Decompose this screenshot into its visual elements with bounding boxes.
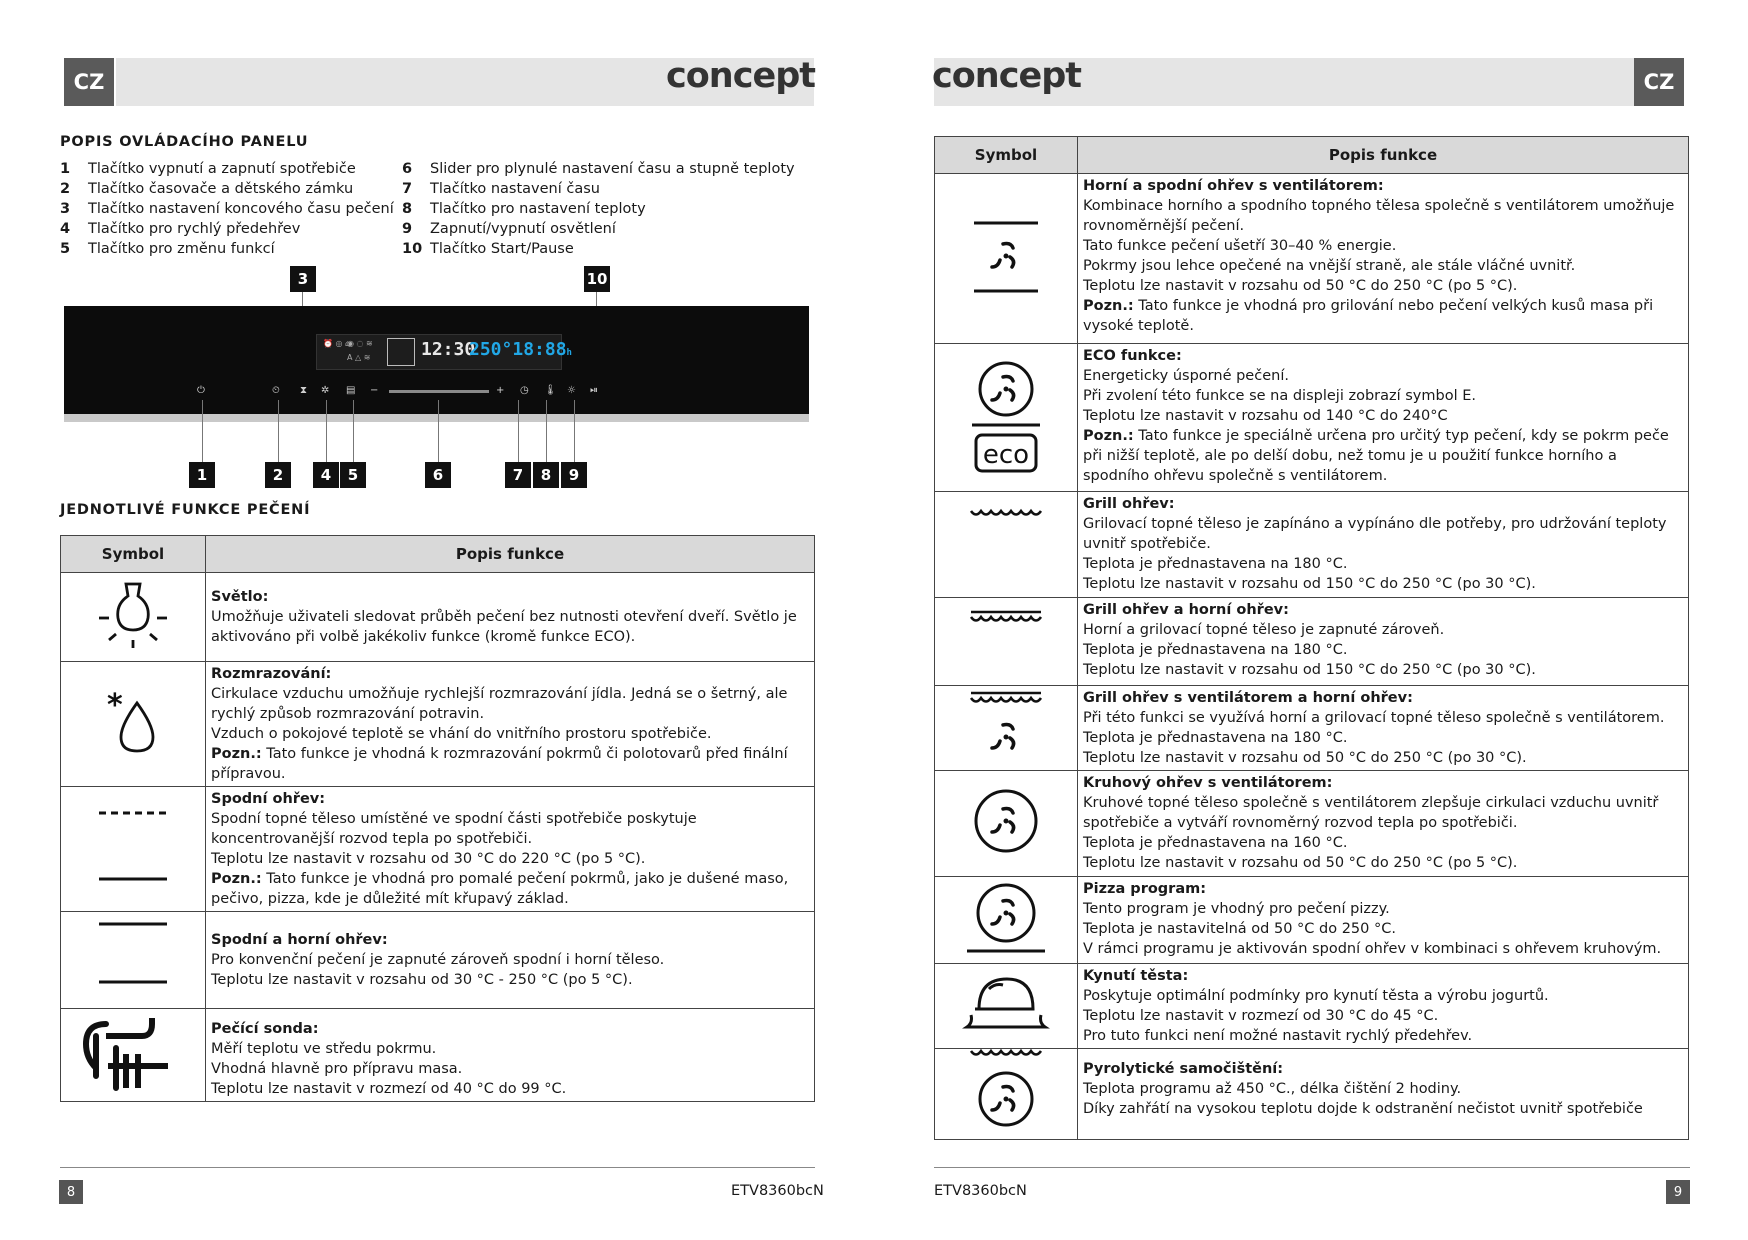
control-item: 10 Tlačítko Start/Pause xyxy=(402,241,574,257)
control-item: 8 Tlačítko pro nastavení teploty xyxy=(402,201,646,217)
table-row: Pečící sonda: Měří teplotu ve středu pokrmu. Vhodná hlavně pro přípravu masa. Teplotu lze nastavit v rozmezí od 40 °C do 99 °C. xyxy=(61,1009,815,1102)
end-time-icon[interactable]: ⧗ xyxy=(300,385,308,396)
svg-text:eco: eco xyxy=(982,439,1030,470)
grill-fan-icon xyxy=(966,687,1046,763)
table-header-row xyxy=(61,536,815,573)
control-item: 1 Tlačítko vypnutí a zapnutí spotřebiče xyxy=(60,161,356,177)
table-row: Grill ohřev a horní ohřev: Horní a grilovací topné těleso je zapnuté zároveň. Teplota je přednastavena na 180 °C. Teplotu lze nastavit v rozsahu od 150 °C do 250 °C (po 30 °C). xyxy=(935,598,1689,686)
control-list-col2 xyxy=(402,159,795,259)
top-bottom-heat-icon xyxy=(93,912,173,1002)
control-item: 9 Zapnutí/vypnutí osvětlení xyxy=(402,221,616,237)
callout-9: 9 xyxy=(561,462,587,488)
preheat-icon[interactable]: ✲ xyxy=(321,385,330,396)
col-description: Popis funkce xyxy=(206,536,815,573)
callout-3: 3 xyxy=(290,266,316,292)
pizza-icon xyxy=(963,877,1049,957)
table-row: * Rozmrazování: Cirkulace vzduchu umožňuje rychlejší rozmrazování jídla. Jedná se o šetrný, ale rychlý způsob rozmrazování potravin. Vzduch o pokojové teplotě se vhání do vnitřního prostoru spotřebiče. Pozn.: Tato funkce je vhodná k rozmrazování pokrmů či polotovarů před finální přípravou. xyxy=(61,662,815,787)
functions-title: JEDNOTLIVÉ FUNKCE PEČENÍ xyxy=(60,502,311,518)
language-badge-right: CZ xyxy=(1634,58,1684,106)
control-panel-title: POPIS OVLÁDACÍHO PANELU xyxy=(60,134,309,150)
callout-7: 7 xyxy=(505,462,531,488)
table-header-row xyxy=(935,137,1689,174)
control-item: 5 Tlačítko pro změnu funkcí xyxy=(60,241,275,257)
power-icon[interactable]: ⏻ xyxy=(197,385,205,396)
top-bottom-fan-icon xyxy=(966,211,1046,301)
table-row: Pizza program: Tento program je vhodný pro pečení pizzy. Teplota je nastavitelná od 50 °C do 250 °C. V rámci programu je aktivován spodní ohřev v kombinaci s ohřevem kruhovým. xyxy=(935,877,1689,964)
thermometer-icon[interactable]: 🌡︎ xyxy=(544,385,557,396)
slider-track[interactable] xyxy=(389,390,489,393)
light-icon[interactable]: ☼ xyxy=(567,385,576,396)
circular-fan-icon xyxy=(966,781,1046,861)
callout-line xyxy=(278,400,279,464)
table-row: Světlo: Umožňuje uživateli sledovat průběh pečení bez nutnosti otevření dveří. Světlo je aktivováno při volbě jakékoliv funkce (kromě funkce ECO). xyxy=(61,573,815,662)
brand-logo-right: concept xyxy=(932,56,1081,96)
col-symbol: Symbol xyxy=(935,137,1078,174)
dough-proving-icon xyxy=(961,971,1051,1035)
bottom-heat-icon xyxy=(93,791,173,901)
control-item: 6 Slider pro plynulé nastavení času a stupně teploty xyxy=(402,161,795,177)
light-bulb-icon xyxy=(93,576,173,652)
page-number-left: 8 xyxy=(59,1180,83,1204)
table-row: eco ECO funkce: Energeticky úsporné pečení. Při zvolení této funkce se na displeji zobrazí symbol E. Teplotu lze nastavit v rozsahu od 140 °C do 240°C Pozn.: Tato funkce je speciálně určena pro určitý typ pečení, kdy se pokrm peče při nižší teplotě, ale po delší dobu, než tomu je u použití funkce horního a spodního ohřevu společně s ventilátorem. xyxy=(935,344,1689,492)
control-item: 7 Tlačítko nastavení času xyxy=(402,181,600,197)
footer-rule-left xyxy=(60,1167,815,1168)
callout-1: 1 xyxy=(189,462,215,488)
function-icon[interactable]: ▤ xyxy=(346,385,356,396)
eco-icon xyxy=(966,355,1046,475)
callout-6: 6 xyxy=(425,462,451,488)
panel-display: ⏰ ◎ ⌂ ◉ ◌ ≋ A △ ≋ 12:30 250°18:88h xyxy=(316,334,562,370)
svg-text:*: * xyxy=(107,688,123,723)
callout-line xyxy=(574,400,575,464)
model-left: ETV8360bcN xyxy=(731,1183,824,1199)
control-item: 4 Tlačítko pro rychlý předehřev xyxy=(60,221,301,237)
control-item: 2 Tlačítko časovače a dětského zámku xyxy=(60,181,354,197)
grill-top-icon xyxy=(966,608,1046,630)
callout-line xyxy=(202,400,203,464)
meat-probe-icon xyxy=(78,1010,188,1094)
table-row: Pyrolytické samočištění: Teplota programu až 450 °C., délka čištění 2 hodiny. Díky zahřátí na vysokou teplotu dojde k odstranění nečistot uvnitř spotřebiče xyxy=(935,1049,1689,1140)
table-row: Grill ohřev s ventilátorem a horní ohřev: Při této funkci se využívá horní a grilovací topné těleso společně s ventilátorem. Teplota je přednastavena na 180 °C. Teplotu lze nastavit v rozsahu od 50 °C do 250 °C (po 30 °C). xyxy=(935,686,1689,771)
pyrolytic-clean-icon xyxy=(966,1049,1046,1133)
grill-icon xyxy=(966,506,1046,526)
oven-control-panel xyxy=(64,306,809,422)
display-temp: 250°18:88h xyxy=(469,339,572,360)
footer-rule-right xyxy=(934,1167,1690,1168)
functions-table-right xyxy=(934,136,1689,1140)
table-row: Horní a spodní ohřev s ventilátorem: Kombinace horního a spodního topného tělesa společně s ventilátorem umožňuje rovnoměrnější pečení. Tato funkce pečení ušetří 30–40 % energie. Pokrmy jsou lehce opečené na vnější straně, ale stále vláčné uvnitř. Teplotu lze nastavit v rozsahu od 50 °C do 250 °C (po 5 °C). Pozn.: Tato funkce je vhodná pro grilování nebo pečení velkých kusů masa při vysoké teplotě. xyxy=(935,174,1689,344)
minus-icon[interactable]: − xyxy=(370,385,379,396)
brand-logo-left: concept xyxy=(666,56,815,96)
table-row: Spodní ohřev: Spodní topné těleso umístěné ve spodní části spotřebiče poskytuje koncentrovanější rozvod tepla po spotřebiči. Teplotu lze nastavit v rozsahu od 30 °C do 220 °C (po 5 °C). Pozn.: Tato funkce je vhodná pro pomalé pečení pokrmů, jako je dušené maso, pečivo, pizza, kde je důležité mít křupavý základ. xyxy=(61,787,815,912)
callout-line xyxy=(326,400,327,464)
col-description: Popis funkce xyxy=(1078,137,1689,174)
callout-10: 10 xyxy=(584,266,610,292)
display-fan-icon xyxy=(387,338,415,366)
start-pause-icon[interactable]: ⏯ xyxy=(590,385,598,396)
callout-line xyxy=(438,400,439,464)
control-item: 3 Tlačítko nastavení koncového času pečení xyxy=(60,201,394,217)
plus-icon[interactable]: + xyxy=(496,385,505,396)
callout-line xyxy=(353,400,354,464)
col-symbol: Symbol xyxy=(61,536,206,573)
callout-2: 2 xyxy=(265,462,291,488)
page-number-right: 9 xyxy=(1666,1180,1690,1204)
callout-4: 4 xyxy=(313,462,339,488)
functions-table-left xyxy=(60,535,815,1102)
language-badge-left: CZ xyxy=(64,58,114,106)
table-row: Kynutí těsta: Poskytuje optimální podmínky pro kynutí těsta a výrobu jogurtů. Teplotu lze nastavit v rozmezí od 30 °C do 45 °C. Pro tuto funkci není možné nastavit rychlý předehřev. xyxy=(935,964,1689,1049)
defrost-icon xyxy=(93,681,173,761)
timer-lock-icon[interactable]: ⏲ xyxy=(272,385,280,396)
callout-5: 5 xyxy=(340,462,366,488)
table-row: Kruhový ohřev s ventilátorem: Kruhové topné těleso společně s ventilátorem zlepšuje cirkulaci vzduchu uvnitř spotřebiče a vytváří rovnoměrný rozvod tepla po spotřebiči. Teplota je přednastavena na 160 °C. Teplotu lze nastavit v rozsahu od 50 °C do 250 °C (po 5 °C). xyxy=(935,771,1689,877)
model-right: ETV8360bcN xyxy=(934,1183,1027,1199)
display-time: 12:30 xyxy=(421,339,476,360)
callout-8: 8 xyxy=(533,462,559,488)
callout-line xyxy=(546,400,547,464)
clock-icon[interactable]: ◷ xyxy=(520,385,529,396)
callout-line xyxy=(518,400,519,464)
table-row: Spodní a horní ohřev: Pro konvenční pečení je zapnuté zároveň spodní i horní těleso. Teplotu lze nastavit v rozsahu od 30 °C - 250 °C (po 5 °C). xyxy=(61,912,815,1009)
table-row: Grill ohřev: Grilovací topné těleso je zapínáno a vypínáno dle potřeby, pro udržování teploty uvnitř spotřebiče. Teplota je přednastavena na 180 °C. Teplotu lze nastavit v rozsahu od 150 °C do 250 °C (po 30 °C). xyxy=(935,492,1689,598)
control-list-col1 xyxy=(60,159,394,259)
